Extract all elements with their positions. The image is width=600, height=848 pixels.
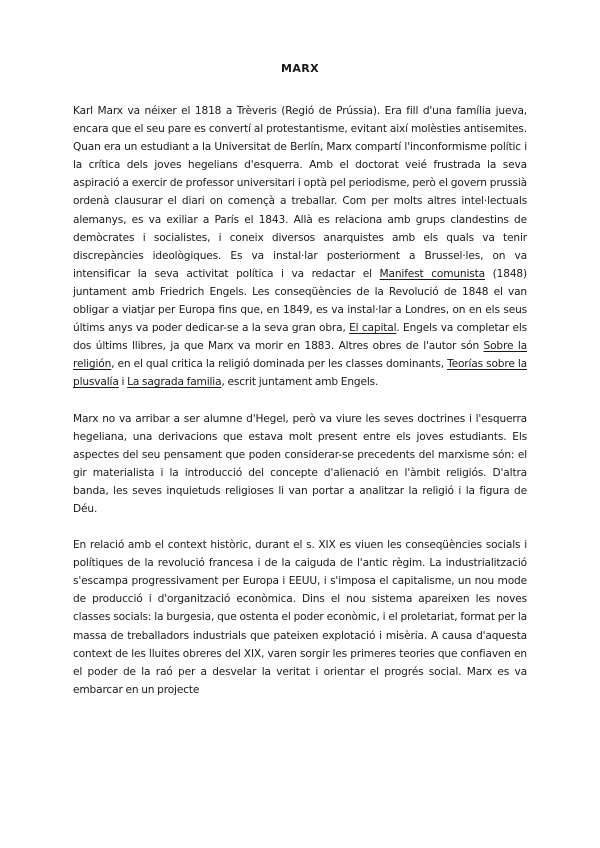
biography-text-5: i <box>118 376 128 389</box>
link-el-capital[interactable]: El capital <box>349 322 397 335</box>
document-page <box>73 60 527 717</box>
paragraph-hegel: Marx no va arribar a ser alumne d'Hegel, però va viure les seves doctrines i l'esquerra hegeliana, una derivacions que estava molt present entre els joves estudiants. Els aspectes del seu pensament que poden considerar-se precedents del marxisme són: el gir materialista i la introducció del concepte d'alienació en l'àmbit religiós. D'altra banda, les seves inquietuds religioses li van portar a analitzar la religió i la figura de Déu. <box>73 412 527 515</box>
link-sagrada-familia[interactable]: La sagrada familia <box>127 376 222 389</box>
biography-text-1: Karl Marx va néixer el 1818 a Trèveris (Regió de Prússia). Era fill d'una família jueva, encara que el seu pare es convertí al protestantisme, evitant així molèsties antisemites. Quan era un estudiant a la Universitat de Berlín, Marx compartí l'inconformisme polític i la crítica dels joves hegelians d'esquerra. Amb el doctorat veié frustrada la seva aspiració a exercir de professor universitari i optà pel periodisme, però el govern prussià ordenà clausurar el diari on començà a treballar. Com per molts altres intel·lectuals alemanys, es va exiliar a París el 1843. Allà es relaciona amb grups clandestins de demòcrates i socialistes, i coneix diversos anarquistes amb els quals va tenir discrepàncies ideològiques. Es va instal·lar posteriorment a Brussel·les, on va intensificar la seva activitat política i va redactar el <box>73 105 527 280</box>
biography-text-4: , en el qual critica la religió dominada per les classes dominants, <box>111 358 448 371</box>
paragraph-biography <box>73 102 527 392</box>
biography-text-2: (1848) juntament amb Friedrich Engels. Les conseqüències de la Revolució de 1848 el van obligar a viatjar per Europa fins que, en 1849, es va instal·lar a Londres, on en els seus últims anys va poder dedicar-se a la seva gran obra, <box>73 267 527 335</box>
biography-text-6: , escrit juntament amb Engels. <box>221 376 379 389</box>
biography-text-3: . Engels va completar els dos últims llibres, ja que Marx va morir en 1883. Altres obres de l'autor són <box>73 322 527 353</box>
link-sobre-la-religion[interactable]: Sobre la religión <box>73 340 527 371</box>
paragraph-historical-context: En relació amb el context històric, durant el s. XIX es viuen les conseqüències socials i polítiques de la revolució francesa i de la caiguda de l'antic règim. La industrialització s'escampa progressivament per Europa i EEUU, i s'imposa el capitalisme, un nou mode de producció i d'organització econòmica. Dins el nou sistema apareixen les noves classes socials: la burgesia, que ostenta el poder econòmic, i el proletariat, format per la massa de treballadors industrials que pateixen explotació i misèria. A causa d'aquesta context de les lluites obreres del XIX, varen sorgir les primeres teories que confiaven en el poder de la raó per a desvelar la veritat i orientar el progrés social. Marx es va embarcar en un projecte <box>73 539 527 696</box>
link-teorias-plusvalia[interactable]: Teorías sobre la plusvalía <box>73 358 527 389</box>
page-title: MARX <box>280 62 319 75</box>
link-manifest-comunista[interactable]: Manifest comunista <box>379 267 486 280</box>
